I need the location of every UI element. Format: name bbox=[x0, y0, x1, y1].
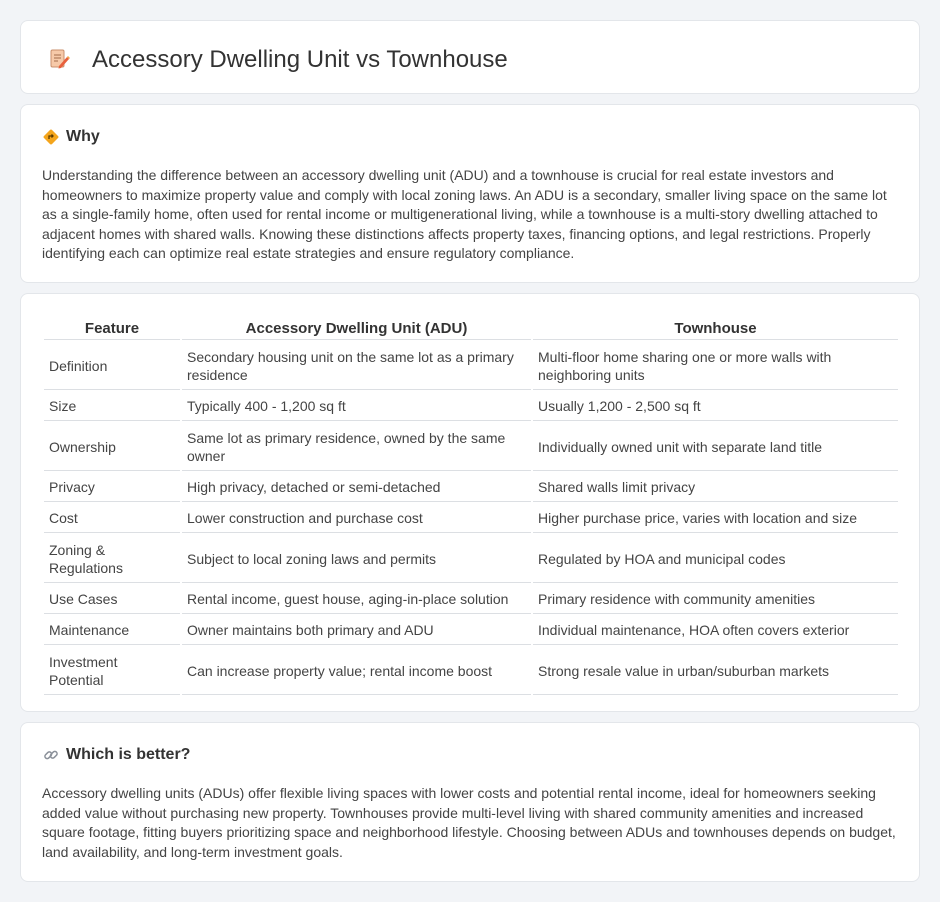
feature-cell: Size bbox=[44, 392, 180, 421]
adu-cell: Can increase property value; rental income boost bbox=[182, 647, 531, 695]
table-row bbox=[44, 392, 898, 421]
feature-cell: Definition bbox=[44, 342, 180, 390]
townhouse-cell: Usually 1,200 - 2,500 sq ft bbox=[533, 392, 898, 421]
adu-cell: Rental income, guest house, aging-in-place solution bbox=[182, 585, 531, 614]
townhouse-cell: Shared walls limit privacy bbox=[533, 473, 898, 502]
adu-cell: Owner maintains both primary and ADU bbox=[182, 616, 531, 645]
page-title: Accessory Dwelling Unit vs Townhouse bbox=[92, 46, 508, 73]
feature-cell: Maintenance bbox=[44, 616, 180, 645]
why-body: Understanding the difference between an accessory dwelling unit (ADU) and a townhouse is crucial for real estate investors and homeowners to maximize property value and comply with local zoning laws. An ADU is a secondary, smaller living space on the same lot as a single-family home, often used for rental income or multigenerational living, while a townhouse is a multi-story dwelling attached to adjacent homes with shared walls. Knowing these distinctions affects property taxes, financing options, and legal restrictions. Properly identifying each can optimize real estate strategies and ensure regulatory compliance. bbox=[42, 167, 887, 261]
table-row bbox=[44, 647, 898, 695]
column-header-feature: Feature bbox=[44, 316, 180, 340]
feature-cell: Ownership bbox=[44, 423, 180, 471]
why-section bbox=[20, 104, 920, 283]
townhouse-cell: Strong resale value in urban/suburban markets bbox=[533, 647, 898, 695]
document-pencil-icon bbox=[47, 47, 71, 71]
feature-cell: Use Cases bbox=[44, 585, 180, 614]
table-row bbox=[44, 473, 898, 502]
why-heading bbox=[43, 128, 100, 146]
feature-cell: Privacy bbox=[44, 473, 180, 502]
better-heading bbox=[43, 746, 190, 764]
adu-cell: Same lot as primary residence, owned by the same owner bbox=[182, 423, 531, 471]
table-header-row bbox=[44, 316, 898, 340]
table-row bbox=[44, 423, 898, 471]
which-is-better-section bbox=[20, 722, 920, 882]
townhouse-cell: Individually owned unit with separate land title bbox=[533, 423, 898, 471]
link-icon bbox=[43, 747, 59, 763]
table-row bbox=[44, 535, 898, 583]
adu-cell: High privacy, detached or semi-detached bbox=[182, 473, 531, 502]
feature-cell: Cost bbox=[44, 504, 180, 533]
comparison-table-card bbox=[20, 293, 920, 712]
townhouse-cell: Regulated by HOA and municipal codes bbox=[533, 535, 898, 583]
better-heading-text: Which is better? bbox=[66, 746, 191, 763]
adu-cell: Lower construction and purchase cost bbox=[182, 504, 531, 533]
adu-cell: Secondary housing unit on the same lot as a primary residence bbox=[182, 342, 531, 390]
road-sign-icon bbox=[43, 129, 59, 145]
table-row bbox=[44, 585, 898, 614]
header-card bbox=[20, 20, 920, 94]
townhouse-cell: Higher purchase price, varies with location and size bbox=[533, 504, 898, 533]
townhouse-cell: Individual maintenance, HOA often covers exterior bbox=[533, 616, 898, 645]
adu-cell: Typically 400 - 1,200 sq ft bbox=[182, 392, 531, 421]
townhouse-cell: Multi-floor home sharing one or more walls with neighboring units bbox=[533, 342, 898, 390]
column-header-townhouse: Townhouse bbox=[533, 316, 898, 340]
table-row bbox=[44, 616, 898, 645]
column-header-adu: Accessory Dwelling Unit (ADU) bbox=[182, 316, 531, 340]
table-row bbox=[44, 342, 898, 390]
townhouse-cell: Primary residence with community amenities bbox=[533, 585, 898, 614]
comparison-table bbox=[42, 314, 900, 697]
better-body: Accessory dwelling units (ADUs) offer flexible living spaces with lower costs and potential rental income, ideal for homeowners seeking added value without purchasing new property. Townhouses provide multi-level living with shared community amenities and increased square footage, fitting buyers prioritizing space and neighborhood lifestyle. Choosing between ADUs and townhouses depends on budget, land availability, and long-term investment goals. bbox=[42, 785, 896, 860]
feature-cell: Investment Potential bbox=[44, 647, 180, 695]
adu-cell: Subject to local zoning laws and permits bbox=[182, 535, 531, 583]
table-row bbox=[44, 504, 898, 533]
feature-cell: Zoning & Regulations bbox=[44, 535, 180, 583]
why-heading-text: Why bbox=[66, 128, 100, 145]
